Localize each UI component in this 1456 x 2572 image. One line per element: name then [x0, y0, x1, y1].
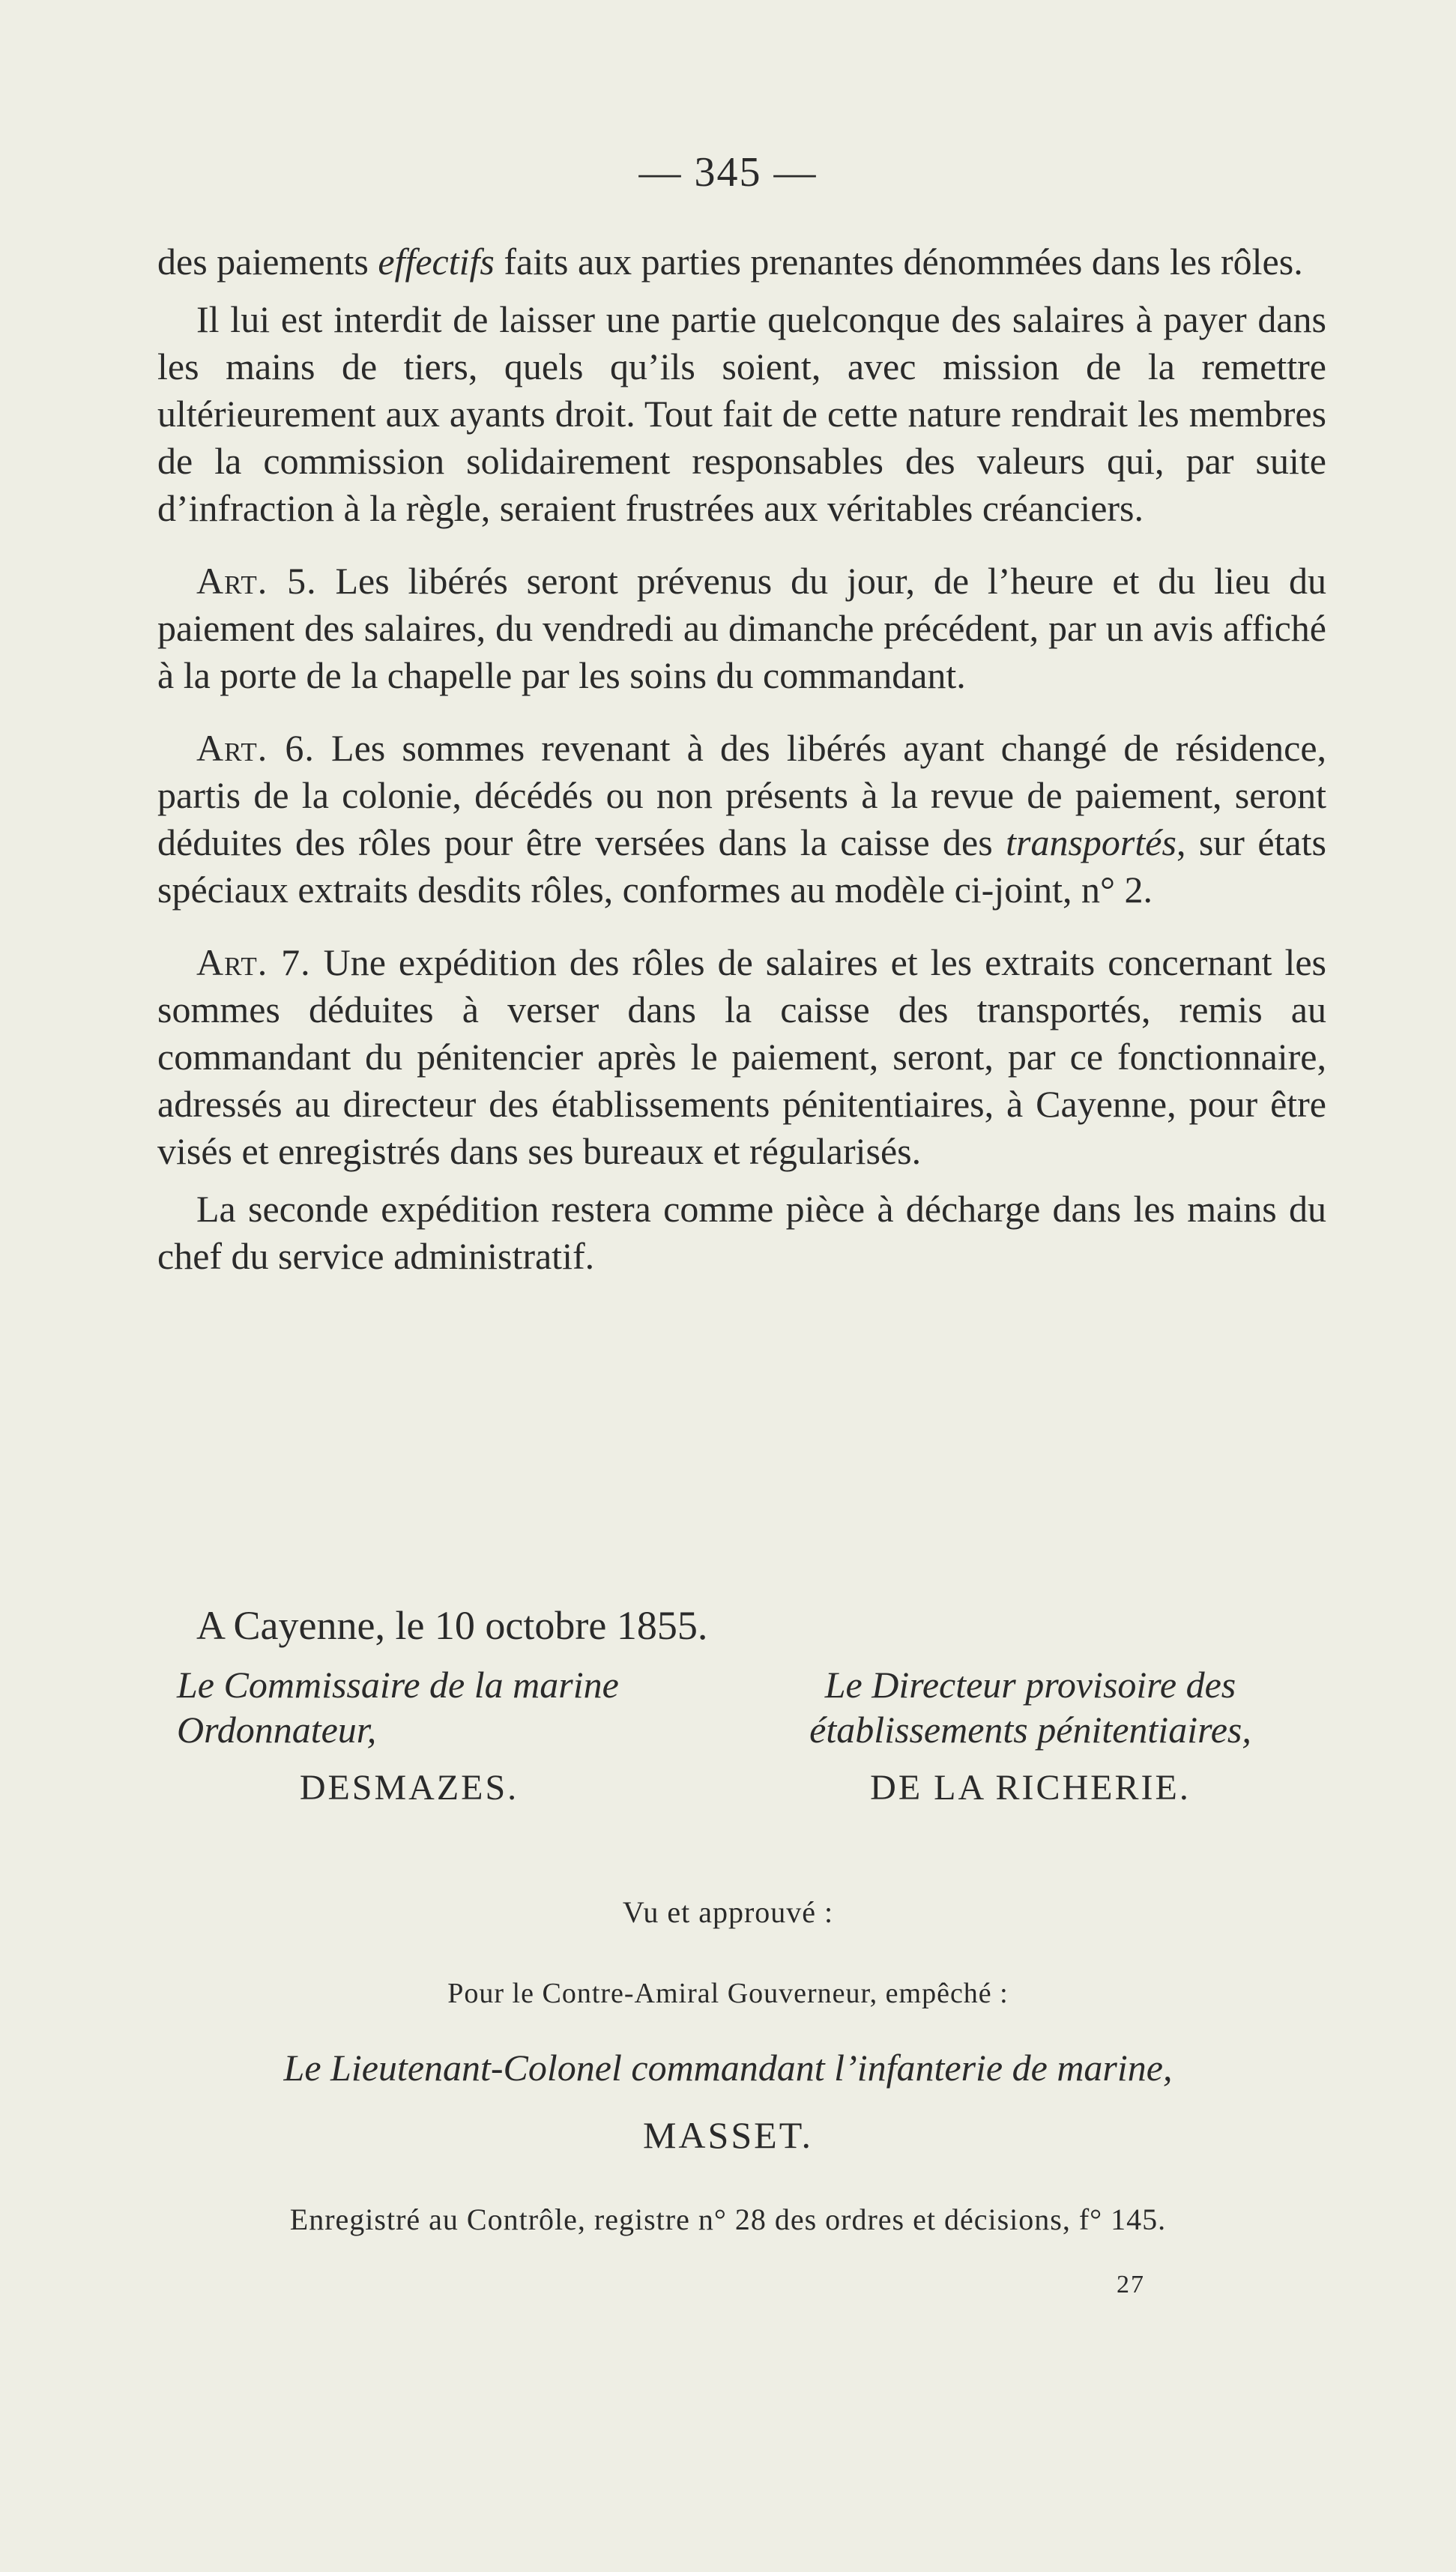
article-5 [157, 558, 1326, 699]
signature-right [719, 1662, 1341, 1811]
signature-left-title: Le Commissaire de la marine Ordonnateur, [177, 1664, 619, 1751]
printer-signature-mark: 27 [1117, 2271, 1145, 2298]
signature-right-title: Le Directeur provisoire des établissements pénitentiaires, [809, 1664, 1251, 1751]
approval-line: Vu et approuvé : [622, 1895, 834, 1929]
paragraph-prohibition: Il lui est interdit de laisser une partie quelconque des salaires à payer dans les mains de tiers, quels qu’ils soient, avec mission de la remettre ultérieurement aux ayants droit. Tout fait de cette nature rendrait les membres de la commission solidairement responsables des valeurs qui, par suite d’infraction à la règle, seraient frustrées aux véritables créanciers. [157, 298, 1326, 529]
registry-note: Enregistré au Contrôle, registre n° 28 des ordres et décisions, f° 145. [289, 2203, 1167, 2236]
signature-right-name: DE LA RICHERIE. [870, 1768, 1191, 1808]
on-behalf-line: Pour le Contre-Amiral Gouverneur, empêché : [447, 1978, 1009, 2009]
signature-left-name: DESMAZES. [299, 1768, 519, 1808]
page-number: — 345 — [638, 149, 818, 196]
article-7-text: Une expédition des rôles de salaires et les extraits concernant les sommes déduites à verser dans la caisse des transportés, remis au commandant du pénitencier après le paiement, seront, par ce fonctionnaire, adressés au directeur des établissements pénitentiaires, à Cayenne, pour être visés et enregistrés dans ses bureaux et régularisés. [157, 941, 1326, 1172]
paragraph-second-copy: La seconde expédition restera comme pièce à décharge dans les mains du chef du service administratif. [157, 1188, 1326, 1277]
signature-left [177, 1662, 641, 1811]
article-5-text: Les libérés seront prévenus du jour, de l’heure et du lieu du paiement des salaires, du vendredi au dimanche précédent, par un avis affiché à la porte de la chapelle par les soins du commandant. [157, 560, 1327, 696]
signature-third-title: Le Lieutenant-Colonel commandant l’infanterie de marine, [283, 2047, 1173, 2089]
article-6 [157, 725, 1326, 914]
article-6-label: Art. 6. [196, 727, 315, 769]
place-date-line: A Cayenne, le 10 octobre 1855. [196, 1603, 708, 1648]
paragraph-payments-start: des paiements [157, 241, 378, 283]
article-6-text-start: Les sommes revenant à des libérés ayant changé de résidence, partis de la colonie, décédés ou non présents à la revue de paiement, seront déduites des rôles pour être versées dans la caisse des [157, 727, 1327, 863]
article-6-text-end: , sur états spéciaux extraits desdits rôles, conformes au modèle ci-joint, n° 2. [157, 821, 1327, 911]
signature-third-name: MASSET. [642, 2114, 814, 2156]
paragraph-payments [157, 238, 1326, 286]
paragraph-payments-end: faits aux parties prenantes dénommées dans les rôles. [494, 241, 1303, 283]
article-7 [157, 939, 1326, 1175]
body-text [157, 238, 1326, 1280]
article-5-label: Art. 5. [196, 560, 317, 602]
article-7-label: Art. 7. [196, 941, 311, 983]
paragraph-payments-italic: effectifs [378, 241, 495, 283]
article-6-italic: transportés [1006, 821, 1176, 863]
